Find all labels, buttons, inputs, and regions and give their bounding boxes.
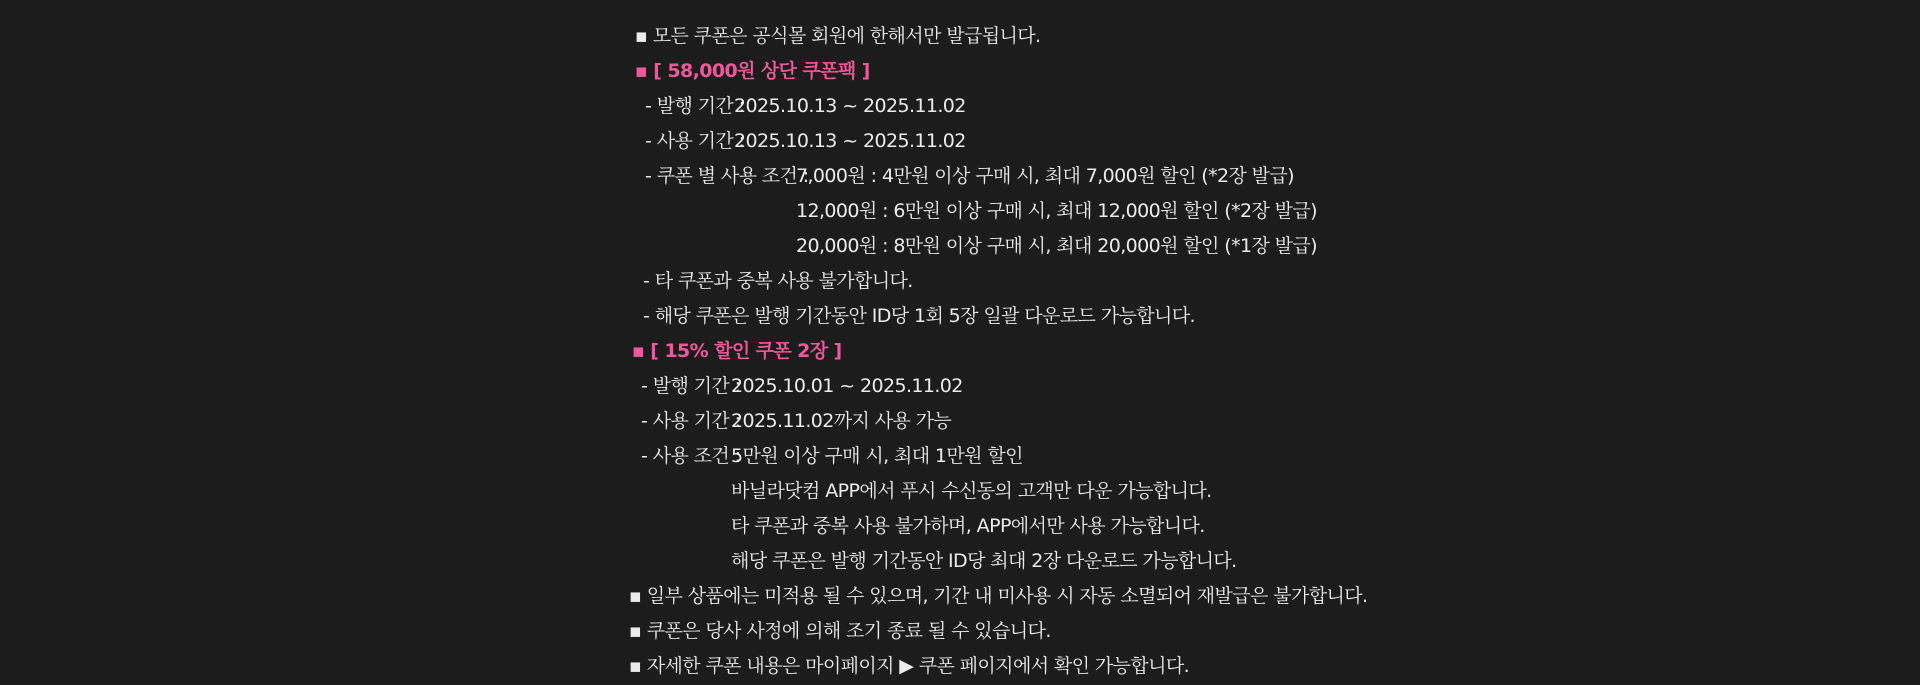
pack-condition-label: - 쿠폰 별 사용 조건 :: [645, 165, 809, 187]
pack-no-duplicate: - 타 쿠폰과 중복 사용 불가합니다.: [643, 270, 913, 292]
coupon-pack-title: ▪ [ 58,000원 상단 쿠폰팩 ]: [635, 60, 870, 82]
footer-note-expiry: ▪ 일부 상품에는 미적용 될 수 있으며, 기간 내 미사용 시 자동 소멸되어 재발급은 불가합니다.: [629, 585, 1368, 607]
percent-coupon-title: ▪ [ 15% 할인 쿠폰 2장 ]: [632, 340, 842, 362]
pack-condition-12000: 12,000원 : 6만원 이상 구매 시, 최대 12,000원 할인 (*2장 발급): [796, 200, 1317, 222]
pack-condition-7000: 7,000원 : 4만원 이상 구매 시, 최대 7,000원 할인 (*2장 발급): [796, 165, 1294, 187]
pct-condition-min-purchase: 5만원 이상 구매 시, 최대 1만원 할인: [731, 445, 1023, 467]
pack-issue-period: 2025.10.13 ~ 2025.11.02: [734, 95, 966, 117]
pct-use-period: 2025.11.02까지 사용 가능: [731, 410, 952, 432]
pct-issue-period: 2025.10.01 ~ 2025.11.02: [731, 375, 963, 397]
pack-issue-label: - 발행 기간 :: [645, 95, 745, 117]
pack-download-rule: - 해당 쿠폰은 발행 기간동안 ID당 1회 5장 일괄 다운로드 가능합니다.: [643, 305, 1195, 327]
footer-note-early-end: ▪ 쿠폰은 당사 사정에 의해 조기 종료 될 수 있습니다.: [629, 620, 1051, 642]
pct-condition-app-only: 타 쿠폰과 중복 사용 불가하며, APP에서만 사용 가능합니다.: [731, 515, 1205, 537]
pct-use-label: - 사용 기간 :: [641, 410, 741, 432]
pack-condition-20000: 20,000원 : 8만원 이상 구매 시, 최대 20,000원 할인 (*1장 발급): [796, 235, 1317, 257]
pct-issue-label: - 발행 기간 :: [641, 375, 741, 397]
footer-note-mypage: ▪ 자세한 쿠폰 내용은 마이페이지 ▶ 쿠폰 페이지에서 확인 가능합니다.: [629, 655, 1190, 677]
pct-condition-push-consent: 바닐라닷컴 APP에서 푸시 수신동의 고객만 다운 가능합니다.: [731, 480, 1212, 502]
pct-condition-download-limit: 해당 쿠폰은 발행 기간동안 ID당 최대 2장 다운로드 가능합니다.: [731, 550, 1237, 572]
pct-condition-label: - 사용 조건 :: [641, 445, 741, 467]
notice-intro: ▪ 모든 쿠폰은 공식몰 회원에 한해서만 발급됩니다.: [635, 25, 1041, 47]
pack-use-label: - 사용 기간 :: [645, 130, 745, 152]
pack-use-period: 2025.10.13 ~ 2025.11.02: [734, 130, 966, 152]
